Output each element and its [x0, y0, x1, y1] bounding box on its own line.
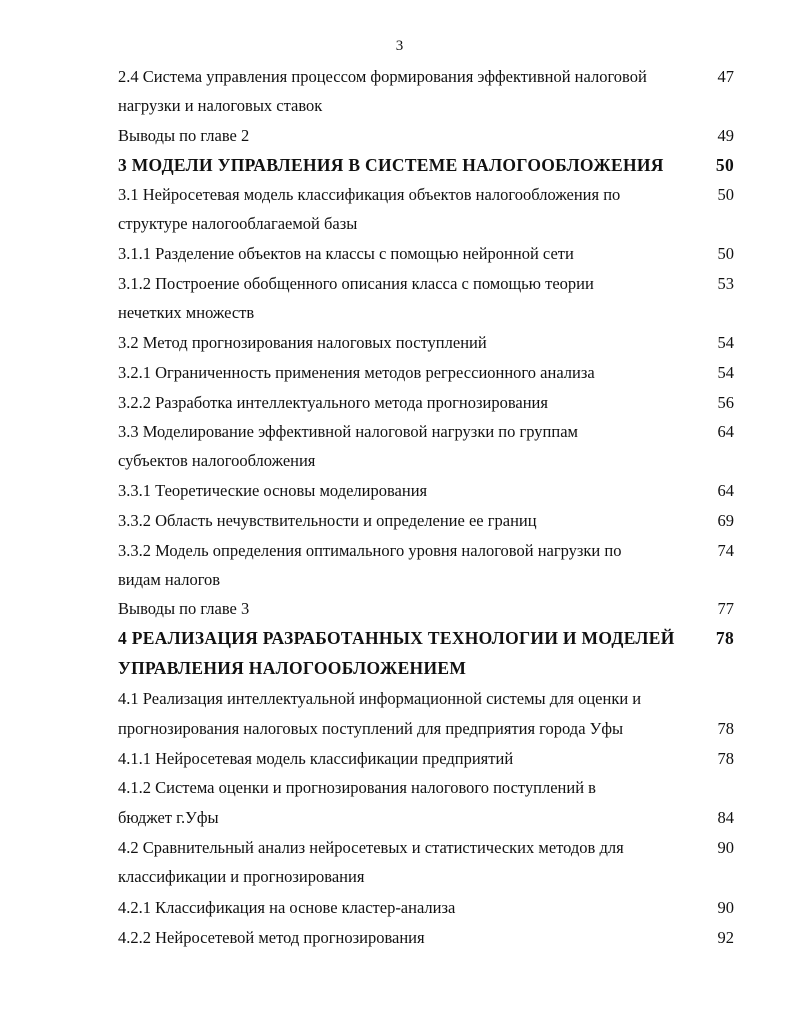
- toc-entry-title: классификации и прогнозирования: [118, 867, 365, 886]
- toc-entry-title: нечетких множеств: [118, 303, 255, 322]
- toc-entry: [118, 358, 738, 388]
- toc-entry-page: 50: [715, 155, 734, 175]
- toc-entry-title: 3.3.2 Модель определения оптимального уровня налоговой нагрузки по: [118, 541, 622, 560]
- toc-entry-page: 64: [717, 422, 734, 441]
- toc-entry-title: нагрузки и налоговых ставок: [118, 96, 323, 115]
- toc-entry-title: 4.2.1 Классификация на основе кластер-анализа: [118, 898, 456, 917]
- toc-entry-page: 54: [717, 333, 734, 352]
- toc-entry-title: 2.4 Система управления процессом формирования эффективной налоговой: [118, 67, 647, 86]
- toc-entry: [118, 773, 738, 803]
- toc-entry: [118, 803, 738, 833]
- toc-entry: [118, 594, 738, 624]
- toc-entry-page: 56: [717, 393, 734, 412]
- toc-entry-page: 92: [717, 928, 734, 947]
- toc-entry-title: 3.2 Метод прогнозирования налоговых поступлений: [118, 333, 487, 352]
- toc-entry-page: 78: [717, 719, 734, 738]
- toc-entry: [118, 893, 738, 923]
- toc-entry: [118, 91, 738, 121]
- toc-entry-page: 64: [717, 481, 734, 500]
- toc-entry-title: 3.2.1 Ограниченность применения методов регрессионного анализа: [118, 363, 595, 382]
- toc-entry-title: видам налогов: [118, 570, 221, 589]
- toc-entry: [118, 565, 738, 595]
- toc-entry-page: 78: [715, 628, 734, 648]
- toc-entry-title: 3 МОДЕЛИ УПРАВЛЕНИЯ В СИСТЕМЕ НАЛОГООБЛОЖЕНИЯ: [118, 155, 664, 175]
- toc-entry-page: 50: [717, 244, 734, 263]
- toc-entry-title: 3.1.1 Разделение объектов на классы с помощью нейронной сети: [118, 244, 574, 263]
- toc-entry: [118, 269, 738, 299]
- toc-entry-title: 4 РЕАЛИЗАЦИЯ РАЗРАБОТАННЫХ ТЕХНОЛОГИИ И МОДЕЛЕЙ: [118, 628, 675, 648]
- toc-entry-page: 53: [717, 274, 734, 293]
- toc-entry: [118, 180, 738, 210]
- toc-entry: [118, 417, 738, 447]
- toc-entry: [118, 446, 738, 476]
- toc-entry-page: 50: [717, 185, 734, 204]
- toc-entry-title: 4.1.1 Нейросетевая модель классификации предприятий: [118, 749, 514, 768]
- toc-entry-title: прогнозирования налоговых поступлений для предприятия города Уфы: [118, 719, 624, 738]
- toc-entry: [118, 714, 738, 744]
- toc-chapter-heading: [118, 653, 738, 683]
- toc-entry: [118, 744, 738, 774]
- toc-entry: [118, 862, 738, 892]
- toc-entry-title: структуре налогооблагаемой базы: [118, 214, 358, 233]
- toc-entry-title: 4.2.2 Нейросетевой метод прогнозирования: [118, 928, 425, 947]
- toc-entry: [118, 684, 738, 714]
- toc-entry-page: 54: [717, 363, 734, 382]
- toc-entry-title: 3.1.2 Построение обобщенного описания класса с помощью теории: [118, 274, 594, 293]
- toc-entry-title: 3.2.2 Разработка интеллектуального метода прогнозирования: [118, 393, 548, 412]
- toc-entry-title: 3.3.2 Область нечувствительности и определение ее границ: [118, 511, 537, 530]
- toc-entry-page: 77: [717, 599, 734, 618]
- toc-entry: [118, 923, 738, 953]
- toc-entry: [118, 536, 738, 566]
- toc-entry: [118, 476, 738, 506]
- toc-entry-page: 49: [717, 126, 734, 145]
- toc-entry-page: 84: [717, 808, 734, 827]
- toc-entry-title: субъектов налогообложения: [118, 451, 316, 470]
- toc-entry-page: 74: [717, 541, 734, 560]
- toc-entry-page: 90: [717, 838, 734, 857]
- toc-entry-page: 90: [717, 898, 734, 917]
- toc-chapter-heading: [118, 623, 738, 653]
- toc-entry-title: бюджет г.Уфы: [118, 808, 219, 827]
- toc-entry-page: 78: [717, 749, 734, 768]
- toc-chapter-heading: [118, 150, 738, 180]
- toc-entry: [118, 62, 738, 92]
- toc-entry-title: УПРАВЛЕНИЯ НАЛОГООБЛОЖЕНИЕМ: [118, 658, 467, 678]
- toc-entry: [118, 506, 738, 536]
- toc-entry-title: 3.3 Моделирование эффективной налоговой нагрузки по группам: [118, 422, 578, 441]
- toc-entry-title: 4.2 Сравнительный анализ нейросетевых и статистических методов для: [118, 838, 624, 857]
- toc-entry: [118, 209, 738, 239]
- toc-entry-title: Выводы по главе 2: [118, 126, 250, 145]
- toc-entry: [118, 298, 738, 328]
- toc-entry-title: Выводы по главе 3: [118, 599, 250, 618]
- toc-entry: [118, 239, 738, 269]
- toc-entry-title: 3.1 Нейросетевая модель классификация объектов налогообложения по: [118, 185, 621, 204]
- toc-entry-page: 69: [717, 511, 734, 530]
- page-number: 3: [395, 38, 404, 54]
- toc-entry: [118, 388, 738, 418]
- toc-entry-title: 3.3.1 Теоретические основы моделирования: [118, 481, 428, 500]
- toc-entry-title: 4.1 Реализация интеллектуальной информационной системы для оценки и: [118, 689, 642, 708]
- toc-entry: [118, 328, 738, 358]
- toc-entry-title: 4.1.2 Система оценки и прогнозирования налогового поступлений в: [118, 778, 596, 797]
- toc-entry-page: 47: [717, 67, 734, 86]
- toc-entry: [118, 121, 738, 151]
- toc-entry: [118, 833, 738, 863]
